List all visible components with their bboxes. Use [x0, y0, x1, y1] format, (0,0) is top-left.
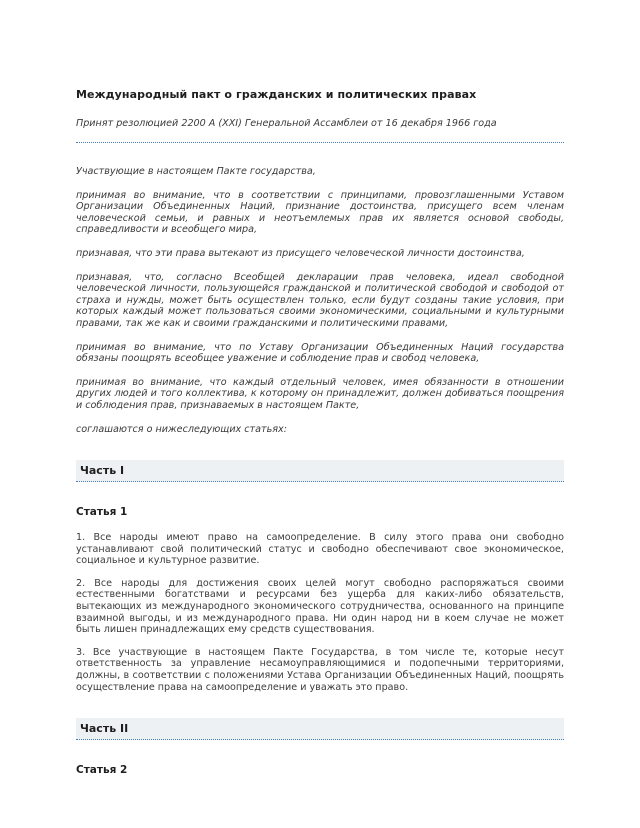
document-title: Международный пакт о гражданских и политических правах	[76, 88, 477, 101]
section-heading-part-1: Часть I	[76, 460, 564, 482]
preamble-paragraph: принимая во внимание, что по Уставу Организации Объединенных Наций государства обязаны поощрять всеобщее уважение и соблюдение прав и свобод человека,	[76, 341, 564, 365]
preamble-paragraph: принимая во внимание, что каждый отдельный человек, имея обязанности в отношении других людей и того коллектива, к которому он принадлежит, должен добиваться поощрения и соблюдения прав, признаваемых в настоящем Пакте,	[76, 376, 564, 411]
article-1-paragraph: 3. Все участвующие в настоящем Пакте Государства, в том числе те, которые несут ответственность за управление несамоуправляющимися и подопечными территориями, должны, в соответствии с положениями Устава Организации Объединенных Наций, поощрять осуществление права на самоопределение и уважать это право.	[76, 646, 564, 693]
preamble-paragraph: признавая, что эти права вытекают из присущего человеческой личности достоинства,	[76, 247, 525, 259]
preamble-intro: Участвующие в настоящем Пакте государства,	[76, 166, 316, 177]
article-1-title: Статья 1	[76, 506, 128, 519]
article-1-body	[76, 532, 564, 693]
preamble-closing: соглашаются о нижеследующих статьях:	[76, 423, 287, 435]
preamble-section	[76, 166, 564, 435]
article-2-title: Статья 2	[76, 764, 128, 777]
article-1-paragraph: 2. Все народы для достижения своих целей могут свободно распоряжаться своими естественными богатствами и ресурсами без ущерба для каких-либо обязательств, вытекающих из международного экономического сотрудничества, основанного на принципе взаимной выгоды, и из международного права. Ни один народ ни в коем случае не может быть лишен принадлежащих ему средств существования.	[76, 577, 564, 636]
section-heading-part-2: Часть II	[76, 718, 564, 740]
dotted-divider	[76, 142, 564, 143]
document-subtitle: Принят резолюцией 2200 А (XXI) Генеральной Ассамблеи от 16 декабря 1966 года	[76, 118, 497, 129]
preamble-paragraph: признавая, что, согласно Всеобщей декларации прав человека, идеал свободной человеческой личности, пользующейся гражданской и политической свободой и свободой от страха и нужды, может быть осуществлен только, если будут созданы такие условия, при которых каждый может пользоваться своими экономическими, социальными и культурными правами, так же как и своими гражданскими и политическими правами,	[76, 271, 564, 329]
preamble-paragraph: принимая во внимание, что в соответствии с принципами, провозглашенными Уставом Организации Объединенных Наций, признание достоинства, присущего всем членам человеческой семьи, и равных и неотъемлемых прав их является основой свободы, справедливости и всеобщего мира,	[76, 189, 564, 236]
article-1-paragraph: 1. Все народы имеют право на самоопределение. В силу этого права они свободно устанавливают свой политический статус и свободно обеспечивают свое экономическое, социальное и культурное развитие.	[76, 532, 564, 567]
